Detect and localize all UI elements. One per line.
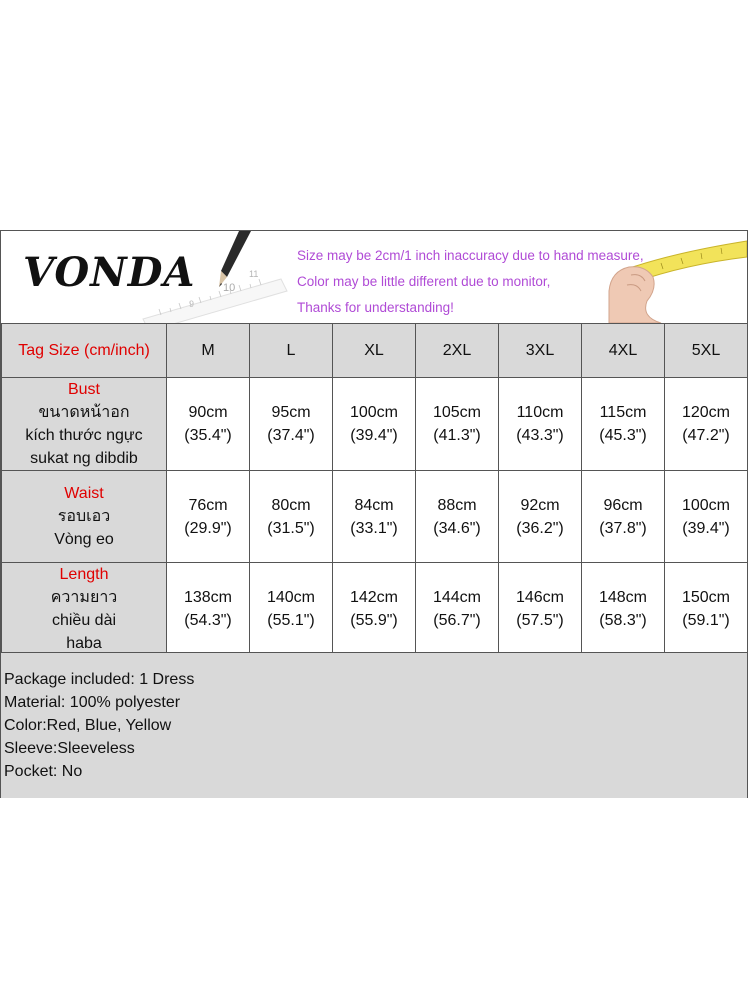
table-cell: 138cm (54.3"): [167, 563, 250, 656]
table-cell: 76cm (29.9"): [167, 471, 250, 563]
size-label: XL: [333, 324, 416, 378]
hand-measuring-tape-illustration: [601, 231, 747, 323]
measurement-notes: [297, 243, 644, 321]
waist-row-header: [2, 471, 167, 563]
table-cell: 80cm (31.5"): [250, 471, 333, 563]
info-package: Package included: 1 Dress: [4, 671, 195, 688]
info-sleeve: Sleeve:Sleeveless: [4, 740, 135, 757]
table-cell: 96cm (37.8"): [582, 471, 665, 563]
ruler-digit: 9: [189, 299, 195, 309]
table-cell: 146cm (57.5"): [499, 563, 582, 656]
length-row-header: [2, 563, 167, 656]
row-title: Length: [59, 566, 109, 583]
table-cell: 115cm (45.3"): [582, 378, 665, 471]
brand-logo: VONDA: [23, 249, 196, 296]
waist-row: [2, 471, 748, 563]
product-info: [1, 652, 747, 798]
row-translation: haba: [66, 635, 102, 652]
size-label: L: [250, 324, 333, 378]
ruler-digit: 10: [223, 282, 236, 294]
tag-size-header: Tag Size (cm/inch): [2, 324, 167, 378]
table-cell: 84cm (33.1"): [333, 471, 416, 563]
bust-row: [2, 378, 748, 471]
info-pocket: Pocket: No: [4, 763, 83, 780]
row-translation: sukat ng dibdib: [30, 450, 138, 467]
note-line: Size may be 2cm/1 inch inaccuracy due to hand measure,: [297, 248, 644, 263]
size-label: M: [167, 324, 250, 378]
ruler-digit: 11: [249, 269, 259, 279]
ruler-pencil-illustration: [141, 231, 291, 323]
note-line: Color may be little different due to monitor,: [297, 274, 551, 289]
size-label: 2XL: [416, 324, 499, 378]
table-cell: 110cm (43.3"): [499, 378, 582, 471]
row-translation: Vòng eo: [54, 531, 114, 548]
row-translation: chiều dài: [51, 612, 117, 629]
bust-row-header: [2, 378, 167, 471]
table-cell: 100cm (39.4"): [333, 378, 416, 471]
info-material: Material: 100% polyester: [4, 694, 181, 711]
row-title: Waist: [64, 485, 104, 502]
row-translation: รอบเอว: [57, 508, 111, 525]
row-translation: ความยาว: [50, 589, 118, 606]
table-cell: 90cm (35.4"): [167, 378, 250, 471]
size-table: [1, 323, 748, 656]
table-cell: 95cm (37.4"): [250, 378, 333, 471]
table-cell: 105cm (41.3"): [416, 378, 499, 471]
size-header-row: [2, 324, 748, 378]
size-label: 3XL: [499, 324, 582, 378]
banner: [1, 231, 747, 324]
length-row: [2, 563, 748, 656]
table-cell: 144cm (56.7"): [416, 563, 499, 656]
size-label: 5XL: [665, 324, 748, 378]
table-cell: 88cm (34.6"): [416, 471, 499, 563]
size-chart: [0, 230, 748, 798]
row-translation: kích thước ngực: [25, 427, 143, 444]
note-line: Thanks for understanding!: [297, 300, 454, 315]
table-cell: 142cm (55.9"): [333, 563, 416, 656]
table-cell: 148cm (58.3"): [582, 563, 665, 656]
table-cell: 150cm (59.1"): [665, 563, 748, 656]
info-color: Color:Red, Blue, Yellow: [4, 717, 172, 734]
table-cell: 100cm (39.4"): [665, 471, 748, 563]
table-cell: 140cm (55.1"): [250, 563, 333, 656]
row-title: Bust: [67, 381, 100, 398]
size-label: 4XL: [582, 324, 665, 378]
table-cell: 92cm (36.2"): [499, 471, 582, 563]
table-cell: 120cm (47.2"): [665, 378, 748, 471]
row-translation: ขนาดหน้าอก: [38, 404, 130, 421]
